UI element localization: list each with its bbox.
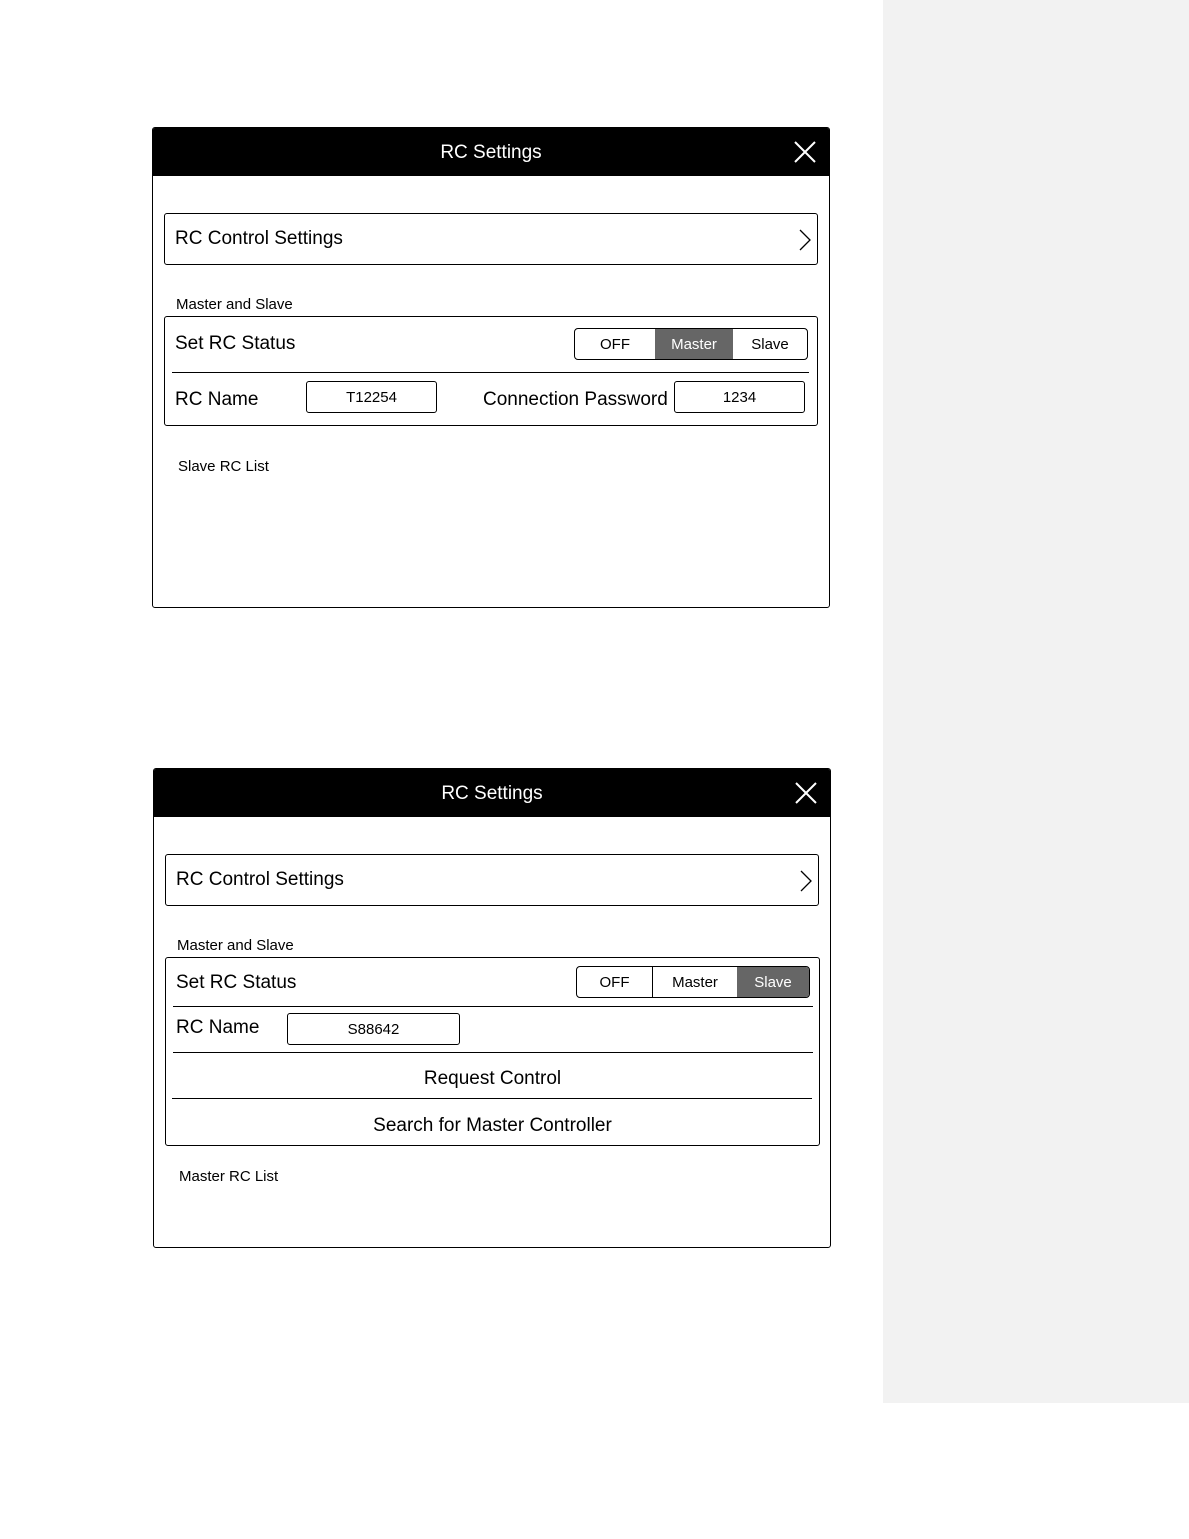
section-label-master-slave: Master and Slave [176,296,293,313]
connection-password-field[interactable]: 1234 [674,381,805,413]
rc-name-label: RC Name [175,389,259,410]
master-slave-group [165,957,820,1146]
request-control-button[interactable]: Request Control [423,1068,562,1089]
master-slave-group [164,316,818,426]
search-master-controller-button[interactable]: Search for Master Controller [373,1115,612,1136]
divider [172,372,809,373]
chevron-right-icon [799,229,811,251]
divider [173,1006,813,1007]
divider [173,1052,813,1053]
status-option-slave[interactable]: Slave [737,967,809,997]
rc-control-settings-label: RC Control Settings [175,228,343,249]
rc-control-settings-label: RC Control Settings [176,869,344,890]
rc-settings-dialog-slave [153,768,831,1248]
rc-status-segmented-control[interactable] [574,328,808,360]
rc-status-segmented-control[interactable] [576,966,810,998]
close-icon[interactable] [794,141,816,163]
rc-control-settings-row[interactable] [165,854,819,906]
status-option-slave[interactable]: Slave [751,335,789,353]
divider [172,1098,812,1099]
rc-name-label: RC Name [176,1017,260,1038]
close-icon[interactable] [795,782,817,804]
status-option-off[interactable]: OFF [599,973,630,991]
connection-password-label: Connection Password [483,389,668,410]
master-rc-list-label: Master RC List [179,1168,279,1185]
status-option-master[interactable]: Master [652,967,737,997]
rc-control-settings-row[interactable] [164,213,818,265]
titlebar [153,128,829,176]
titlebar [154,769,830,817]
rc-name-field[interactable]: S88642 [287,1013,460,1045]
status-option-off[interactable]: OFF [600,335,630,353]
rc-name-field[interactable]: T12254 [306,381,437,413]
section-label-master-slave: Master and Slave [177,937,294,954]
set-rc-status-label: Set RC Status [176,972,297,993]
dialog-title: RC Settings [441,783,543,804]
slave-rc-list-label: Slave RC List [178,458,269,475]
chevron-right-icon [800,870,812,892]
dialog-title: RC Settings [440,142,542,163]
rc-settings-dialog-master [152,127,830,608]
status-option-master[interactable]: Master [655,329,733,359]
side-panel [883,0,1189,1403]
set-rc-status-label: Set RC Status [175,333,296,354]
